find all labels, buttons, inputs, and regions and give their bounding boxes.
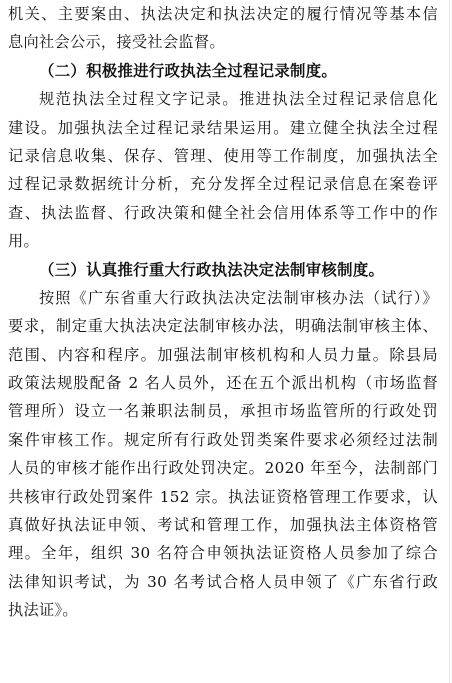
- body-line: 记录信息收集、保存、管理、使用等工作制度，加强执法全: [8, 146, 438, 165]
- body-line: 建设。加强执法全过程记录结果运用。建立健全执法全过程: [8, 118, 438, 137]
- body-line: 法律知识考试，为 30 名考试合格人员申领了《广东省行政: [8, 572, 438, 591]
- body-line: 机关、主要案由、执法决定和执法决定的履行情况等基本信: [8, 5, 438, 23]
- body-line: 范围、内容和程序。加强法制审核机构和人员力量。除县局: [8, 345, 438, 364]
- body-line: 息向社会公示，接受社会监督。: [8, 33, 225, 52]
- body-line: 案件审核工作。规定所有行政处罚类案件要求必须经过法制: [8, 430, 438, 449]
- body-line: 查、执法监督、行政决策和健全社会信用体系等工作中的作: [8, 203, 438, 222]
- body-line: 按照《广东省重大行政执法决定法制审核办法（试行）》: [39, 288, 438, 307]
- body-line: 真做好执法证申领、考试和管理工作，加强执法主体资格管: [8, 516, 438, 535]
- body-line: 规范执法全过程文字记录。推进执法全过程记录信息化: [39, 90, 438, 109]
- body-line: 要求，制定重大执法决定法制审核办法，明确法制审核主体、: [8, 317, 438, 336]
- section-heading: （三）认真推行重大行政执法决定法制审核制度。: [39, 260, 385, 279]
- body-line: 人员的审核才能作出行政处罚决定。2020 年至今，法制部门: [8, 459, 438, 478]
- body-line: 共核审行政处罚案件 152 宗。执法证资格管理工作要求，认: [8, 487, 438, 506]
- body-line: 理。全年，组织 30 名符合申领执法证资格人员参加了综合: [8, 544, 438, 563]
- body-line: 用。: [8, 232, 39, 251]
- body-line: 过程记录数据统计分析，充分发挥全过程记录信息在案卷评: [8, 175, 438, 194]
- body-line: 执法证》。: [8, 601, 78, 620]
- body-line: 政策法规股配备 2 名人员外，还在五个派出机构（市场监督: [8, 374, 438, 393]
- section-heading: （二）积极推进行政执法全过程记录制度。: [39, 61, 338, 80]
- body-line: 管理所）设立一名兼职法制员，承担市场监管所的行政处罚: [8, 402, 438, 421]
- page-edge-divider: [449, 0, 450, 683]
